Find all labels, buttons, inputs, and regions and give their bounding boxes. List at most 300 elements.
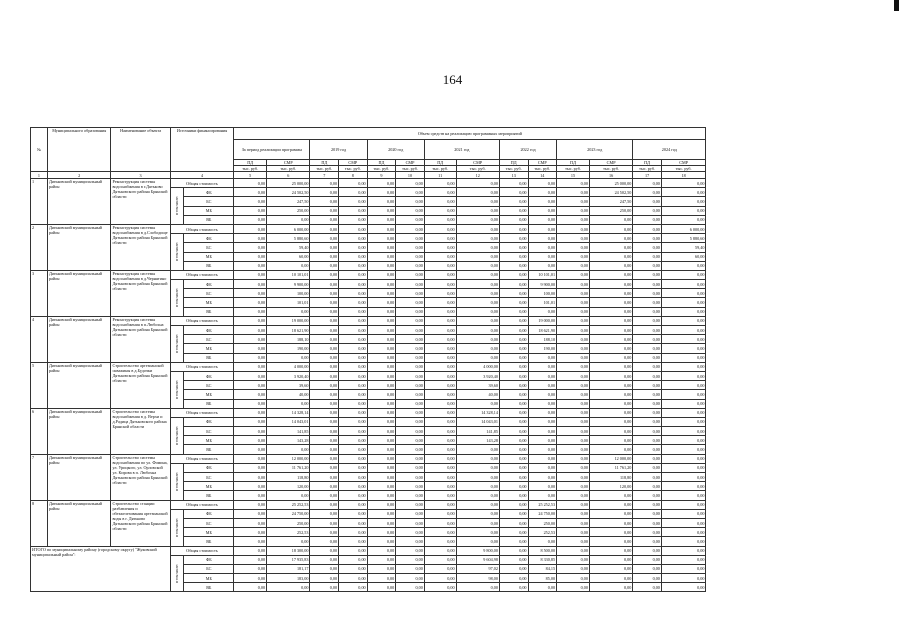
item-object: Реконструкция системы водоснабжения в г.Дятьково Дятьковского района Брянской области (111, 179, 170, 225)
value-cell: 0,00 (557, 316, 590, 325)
value-cell: 0,00 (661, 188, 706, 197)
value-cell: 9 900,00 (267, 280, 310, 289)
value-cell: 0,00 (499, 482, 528, 491)
value-cell: 250,00 (528, 518, 557, 527)
value-cell: 0,00 (499, 353, 528, 362)
value-cell: 0,00 (633, 234, 662, 243)
value-cell: 143,28 (267, 436, 310, 445)
value-cell: 0,00 (424, 206, 456, 215)
value-cell: 0,00 (424, 224, 456, 233)
incl-vertical-label (170, 280, 184, 317)
incl-label-text: в том числе: (175, 334, 180, 353)
value-cell: 0,00 (367, 243, 396, 252)
value-cell: 0,00 (633, 215, 662, 224)
value-cell: 0,00 (339, 215, 368, 224)
value-cell: 0,00 (396, 298, 425, 307)
value-cell: 0,00 (499, 298, 528, 307)
value-cell: 0,00 (557, 537, 590, 546)
value-cell: 0,00 (396, 243, 425, 252)
header-period-total: За период реализации программы (234, 140, 310, 160)
value-cell: 0,00 (424, 574, 456, 583)
source-label: ФБ (184, 509, 234, 518)
value-cell: 0,00 (424, 482, 456, 491)
total-cost-label: Общая стоимость (170, 316, 234, 325)
value-cell: 0,00 (528, 482, 557, 491)
table-body (31, 179, 840, 592)
source-label: ВБ (184, 583, 234, 592)
source-label: ВБ (184, 261, 234, 270)
value-cell: 85,00 (528, 574, 557, 583)
value-cell: 0,00 (589, 518, 632, 527)
value-cell: 0,00 (424, 546, 456, 555)
value-cell: 0,00 (310, 537, 339, 546)
value-cell: 0,00 (424, 473, 456, 482)
source-label: ФБ (184, 463, 234, 472)
source-label: МБ (184, 436, 234, 445)
value-cell: 0,00 (557, 417, 590, 426)
value-cell: 0,00 (633, 390, 662, 399)
source-label: БС (184, 197, 234, 206)
table-header (31, 128, 840, 179)
value-cell: 0,00 (456, 316, 499, 325)
header-smr: СМР (396, 160, 425, 166)
value-cell: 0,00 (528, 408, 557, 417)
header-unit: тыс. руб. (267, 166, 310, 172)
value-cell: 0,00 (367, 417, 396, 426)
value-cell: 0,00 (456, 583, 499, 592)
value-cell: 0,00 (499, 399, 528, 408)
value-cell: 0,00 (367, 206, 396, 215)
value-cell: 0,00 (396, 307, 425, 316)
value-cell: 0,00 (424, 243, 456, 252)
value-cell: 0,00 (528, 583, 557, 592)
value-cell: 0,00 (339, 224, 368, 233)
item-municipality: Дятьковский муниципальный район (47, 500, 111, 546)
value-cell: 0,00 (234, 463, 267, 472)
value-cell: 0,00 (661, 417, 706, 426)
value-cell: 0,00 (633, 224, 662, 233)
value-cell: 0,00 (234, 197, 267, 206)
value-cell: 0,00 (234, 445, 267, 454)
value-cell: 0,00 (339, 408, 368, 417)
value-cell: 0,00 (633, 371, 662, 380)
value-cell: 0,00 (528, 224, 557, 233)
value-cell: 0,00 (589, 390, 632, 399)
value-cell: 0,00 (456, 509, 499, 518)
value-cell: 25 252,53 (267, 500, 310, 509)
value-cell: 0,00 (339, 316, 368, 325)
value-cell: 19 000,00 (267, 316, 310, 325)
value-cell: 0,00 (367, 574, 396, 583)
value-cell: 0,00 (367, 197, 396, 206)
value-cell: 0,00 (557, 280, 590, 289)
value-cell: 0,00 (339, 270, 368, 279)
value-cell: 0,00 (499, 326, 528, 335)
value-cell: 120,00 (267, 482, 310, 491)
value-cell: 0,00 (661, 454, 706, 463)
value-cell: 19 000,00 (528, 316, 557, 325)
value-cell: 0,00 (589, 371, 632, 380)
value-cell: 0,00 (396, 500, 425, 509)
value-cell: 0,00 (661, 298, 706, 307)
value-cell: 0,00 (456, 298, 499, 307)
value-cell: 0,00 (234, 261, 267, 270)
source-label: МБ (184, 344, 234, 353)
value-cell: 0,00 (424, 344, 456, 353)
item-object: Реконструкция системы водоснабжения в д.Чернятино Дятьковского района Брянской области (111, 270, 170, 316)
header-year: 2021 год (424, 140, 499, 160)
value-cell: 100,00 (528, 289, 557, 298)
value-cell: 0,00 (234, 546, 267, 555)
value-cell: 0,00 (456, 445, 499, 454)
value-cell: 0,00 (339, 417, 368, 426)
value-cell: 0,00 (589, 399, 632, 408)
value-cell: 0,00 (661, 270, 706, 279)
value-cell: 24 750,00 (528, 509, 557, 518)
value-cell: 0,00 (310, 280, 339, 289)
value-cell: 0,00 (310, 371, 339, 380)
header-col-number: 12 (456, 172, 499, 179)
value-cell: 0,00 (528, 252, 557, 261)
value-cell: 0,00 (310, 326, 339, 335)
total-label: ИТОГО по муниципальному району (городскому округу) "Жуковский муниципальный район": (31, 546, 171, 592)
header-unit: тыс. руб. (528, 166, 557, 172)
value-cell: 18 300,00 (267, 546, 310, 555)
value-cell: 0,00 (367, 316, 396, 325)
item-object: Строительство системы водоснабжения по ул. Фомина, ул. Урицкого, ул. Орловской ул. Кирова в п. Любохна Дятьковского района Брянской области (111, 454, 170, 500)
value-cell: 0,00 (589, 353, 632, 362)
header-unit: тыс. руб. (589, 166, 632, 172)
item-object: Строительство артезианской скважины в д.Будочки Дятьковского района Брянской области (111, 362, 170, 408)
value-cell: 0,00 (339, 344, 368, 353)
value-cell: 0,00 (396, 518, 425, 527)
value-cell: 0,00 (339, 179, 368, 188)
header-source: Источники финансирования (170, 128, 234, 172)
value-cell: 0,00 (367, 371, 396, 380)
source-label: МБ (184, 574, 234, 583)
value-cell: 0,00 (456, 537, 499, 546)
value-cell: 0,00 (633, 298, 662, 307)
value-cell: 100,00 (267, 289, 310, 298)
value-cell: 0,00 (310, 261, 339, 270)
value-cell: 0,00 (456, 234, 499, 243)
value-cell: 250,00 (267, 518, 310, 527)
value-cell: 0,00 (234, 215, 267, 224)
header-unit: тыс. руб. (310, 166, 339, 172)
scan-edge-mark (894, 0, 899, 11)
value-cell: 0,00 (367, 390, 396, 399)
value-cell: 0,00 (557, 500, 590, 509)
value-cell: 0,00 (661, 316, 706, 325)
incl-label-text: в том числе: (175, 288, 180, 307)
value-cell: 0,00 (267, 307, 310, 316)
value-cell: 0,00 (396, 188, 425, 197)
value-cell: 10 101,01 (528, 270, 557, 279)
header-pd: ПД (633, 160, 662, 166)
value-cell: 0,00 (339, 463, 368, 472)
header-unit: тыс. руб. (633, 166, 662, 172)
source-label: МБ (184, 298, 234, 307)
header-year: 2019 год (310, 140, 367, 160)
value-cell: 0,00 (424, 289, 456, 298)
incl-label-text: в том числе: (175, 196, 180, 215)
value-cell: 0,00 (589, 307, 632, 316)
value-cell: 0,00 (456, 500, 499, 509)
source-label: ВБ (184, 399, 234, 408)
total-cost-label: Общая стоимость (170, 500, 234, 509)
value-cell: 0,00 (396, 270, 425, 279)
value-cell: 0,00 (396, 509, 425, 518)
value-cell: 0,00 (499, 179, 528, 188)
value-cell: 0,00 (456, 270, 499, 279)
value-cell: 0,00 (424, 335, 456, 344)
value-cell: 0,00 (557, 206, 590, 215)
value-cell: 0,00 (234, 509, 267, 518)
value-cell: 0,00 (367, 188, 396, 197)
value-cell: 3 920,40 (267, 371, 310, 380)
incl-label-text: в том числе: (175, 379, 180, 399)
value-cell: 12 000,00 (267, 454, 310, 463)
value-cell: 0,00 (339, 381, 368, 390)
value-cell: 0,00 (396, 353, 425, 362)
header-col-number: 5 (234, 172, 267, 179)
value-cell: 0,00 (367, 280, 396, 289)
value-cell: 12 000,00 (589, 454, 632, 463)
value-cell: 0,00 (557, 528, 590, 537)
header-col-number: 14 (528, 172, 557, 179)
value-cell: 250,00 (589, 206, 632, 215)
header-unit: тыс. руб. (396, 166, 425, 172)
value-cell: 0,00 (661, 555, 706, 564)
value-cell: 0,00 (424, 390, 456, 399)
value-cell: 0,00 (589, 500, 632, 509)
source-label: ВБ (184, 537, 234, 546)
header-col-number: 6 (267, 172, 310, 179)
value-cell: 0,00 (557, 482, 590, 491)
value-cell: 190,00 (267, 344, 310, 353)
value-cell: 0,00 (499, 390, 528, 399)
value-cell: 0,00 (310, 316, 339, 325)
source-label: ФБ (184, 280, 234, 289)
value-cell: 0,00 (396, 390, 425, 399)
header-pd: ПД (499, 160, 528, 166)
value-cell: 0,00 (396, 280, 425, 289)
value-cell: 0,00 (661, 381, 706, 390)
value-cell: 0,00 (589, 362, 632, 371)
value-cell: 0,00 (499, 546, 528, 555)
value-cell: 0,00 (367, 252, 396, 261)
value-cell: 0,00 (367, 537, 396, 546)
value-cell: 0,00 (557, 326, 590, 335)
value-cell: 0,00 (633, 353, 662, 362)
value-cell: 0,00 (589, 224, 632, 233)
value-cell: 0,00 (456, 326, 499, 335)
value-cell: 0,00 (633, 574, 662, 583)
header-col-number: 9 (367, 172, 396, 179)
value-cell: 0,00 (234, 307, 267, 316)
header-municipality: Муниципального образования (47, 128, 111, 172)
value-cell: 0,00 (424, 427, 456, 436)
value-cell: 0,00 (310, 473, 339, 482)
value-cell: 0,00 (234, 179, 267, 188)
header-pd: ПД (310, 160, 339, 166)
incl-vertical-label (170, 463, 184, 500)
value-cell: 0,00 (339, 509, 368, 518)
value-cell: 0,00 (339, 206, 368, 215)
incl-vertical-label (170, 371, 184, 408)
value-cell: 97,02 (456, 564, 499, 573)
source-label: ФБ (184, 188, 234, 197)
value-cell: 0,00 (633, 316, 662, 325)
incl-vertical-label (170, 417, 184, 454)
value-cell: 0,00 (661, 215, 706, 224)
value-cell: 0,00 (339, 243, 368, 252)
value-cell: 0,00 (456, 454, 499, 463)
value-cell: 0,00 (367, 491, 396, 500)
value-cell: 188,10 (528, 335, 557, 344)
value-cell: 0,00 (557, 270, 590, 279)
value-cell: 0,00 (661, 500, 706, 509)
value-cell: 0,00 (499, 234, 528, 243)
value-cell: 181,17 (267, 564, 310, 573)
value-cell: 0,00 (661, 280, 706, 289)
value-cell: 0,00 (339, 252, 368, 261)
value-cell: 0,00 (424, 500, 456, 509)
value-cell: 0,00 (310, 482, 339, 491)
value-cell: 0,00 (633, 417, 662, 426)
value-cell: 0,00 (557, 353, 590, 362)
value-cell: 0,00 (396, 537, 425, 546)
value-cell: 0,00 (557, 224, 590, 233)
value-cell: 0,00 (557, 371, 590, 380)
table-row (31, 454, 840, 463)
value-cell: 0,00 (633, 243, 662, 252)
value-cell: 0,00 (589, 280, 632, 289)
value-cell: 0,00 (396, 408, 425, 417)
value-cell: 0,00 (396, 326, 425, 335)
header-col-number: 3 (111, 172, 170, 179)
header-year: 2023 год (557, 140, 633, 160)
value-cell: 0,00 (499, 197, 528, 206)
value-cell: 0,00 (396, 289, 425, 298)
value-cell: 0,00 (396, 564, 425, 573)
value-cell: 0,00 (339, 528, 368, 537)
value-cell: 0,00 (267, 353, 310, 362)
value-cell: 0,00 (661, 326, 706, 335)
value-cell: 0,00 (339, 574, 368, 583)
value-cell: 0,00 (310, 454, 339, 463)
value-cell: 0,00 (310, 500, 339, 509)
value-cell: 0,00 (589, 261, 632, 270)
value-cell: 0,00 (499, 381, 528, 390)
value-cell: 84,15 (528, 564, 557, 573)
value-cell: 0,00 (396, 362, 425, 371)
value-cell: 0,00 (339, 353, 368, 362)
value-cell: 0,00 (424, 454, 456, 463)
value-cell: 98,00 (456, 574, 499, 583)
value-cell: 0,00 (456, 399, 499, 408)
value-cell: 0,00 (661, 546, 706, 555)
value-cell: 0,00 (633, 546, 662, 555)
value-cell: 0,00 (661, 344, 706, 353)
value-cell: 0,00 (310, 215, 339, 224)
value-cell: 0,00 (310, 188, 339, 197)
header-smr: СМР (528, 160, 557, 166)
value-cell: 0,00 (456, 188, 499, 197)
source-label: ВБ (184, 491, 234, 500)
value-cell: 0,00 (396, 381, 425, 390)
value-cell: 59,40 (661, 243, 706, 252)
value-cell: 0,00 (310, 335, 339, 344)
value-cell: 0,00 (499, 574, 528, 583)
item-municipality: Дятьковский муниципальный район (47, 316, 111, 362)
value-cell: 0,00 (557, 491, 590, 500)
value-cell: 0,00 (528, 473, 557, 482)
value-cell: 0,00 (499, 344, 528, 353)
value-cell: 0,00 (557, 234, 590, 243)
value-cell: 0,00 (661, 206, 706, 215)
header-unit: тыс. руб. (424, 166, 456, 172)
incl-label-text: в том числе: (175, 242, 180, 261)
value-cell: 0,00 (367, 482, 396, 491)
source-label: БС (184, 473, 234, 482)
value-cell: 0,00 (396, 206, 425, 215)
value-cell: 0,00 (589, 509, 632, 518)
value-cell: 0,00 (367, 234, 396, 243)
value-cell: 0,00 (557, 564, 590, 573)
value-cell: 0,00 (310, 564, 339, 573)
value-cell: 0,00 (310, 436, 339, 445)
value-cell: 0,00 (424, 491, 456, 500)
value-cell: 0,00 (528, 197, 557, 206)
value-cell: 25 000,00 (267, 179, 310, 188)
value-cell: 0,00 (234, 234, 267, 243)
value-cell: 0,00 (528, 371, 557, 380)
value-cell: 0,00 (557, 188, 590, 197)
value-cell: 0,00 (310, 206, 339, 215)
item-number: 3 (31, 270, 48, 316)
incl-label-text: в том числе: (175, 563, 180, 583)
value-cell: 14 043,01 (456, 417, 499, 426)
value-cell: 0,00 (424, 528, 456, 537)
value-cell: 0,00 (424, 197, 456, 206)
value-cell: 0,00 (234, 344, 267, 353)
value-cell: 0,00 (633, 188, 662, 197)
value-cell: 0,00 (528, 206, 557, 215)
value-cell: 0,00 (661, 179, 706, 188)
value-cell: 0,00 (633, 261, 662, 270)
header-smr: СМР (661, 160, 706, 166)
value-cell: 0,00 (339, 555, 368, 564)
value-cell: 0,00 (310, 491, 339, 500)
value-cell: 0,00 (234, 473, 267, 482)
value-cell: 0,00 (310, 381, 339, 390)
incl-label-text: в том числе: (175, 425, 180, 445)
value-cell: 0,00 (339, 335, 368, 344)
value-cell: 0,00 (528, 463, 557, 472)
value-cell: 247,50 (589, 197, 632, 206)
value-cell: 11 761,20 (267, 463, 310, 472)
value-cell: 9 900,00 (528, 280, 557, 289)
value-cell: 101,01 (528, 298, 557, 307)
value-cell: 0,00 (589, 243, 632, 252)
value-cell: 0,00 (661, 427, 706, 436)
value-cell: 0,00 (339, 546, 368, 555)
value-cell: 0,00 (499, 473, 528, 482)
value-cell: 0,00 (557, 574, 590, 583)
value-cell: 0,00 (557, 473, 590, 482)
table-row (31, 316, 840, 325)
